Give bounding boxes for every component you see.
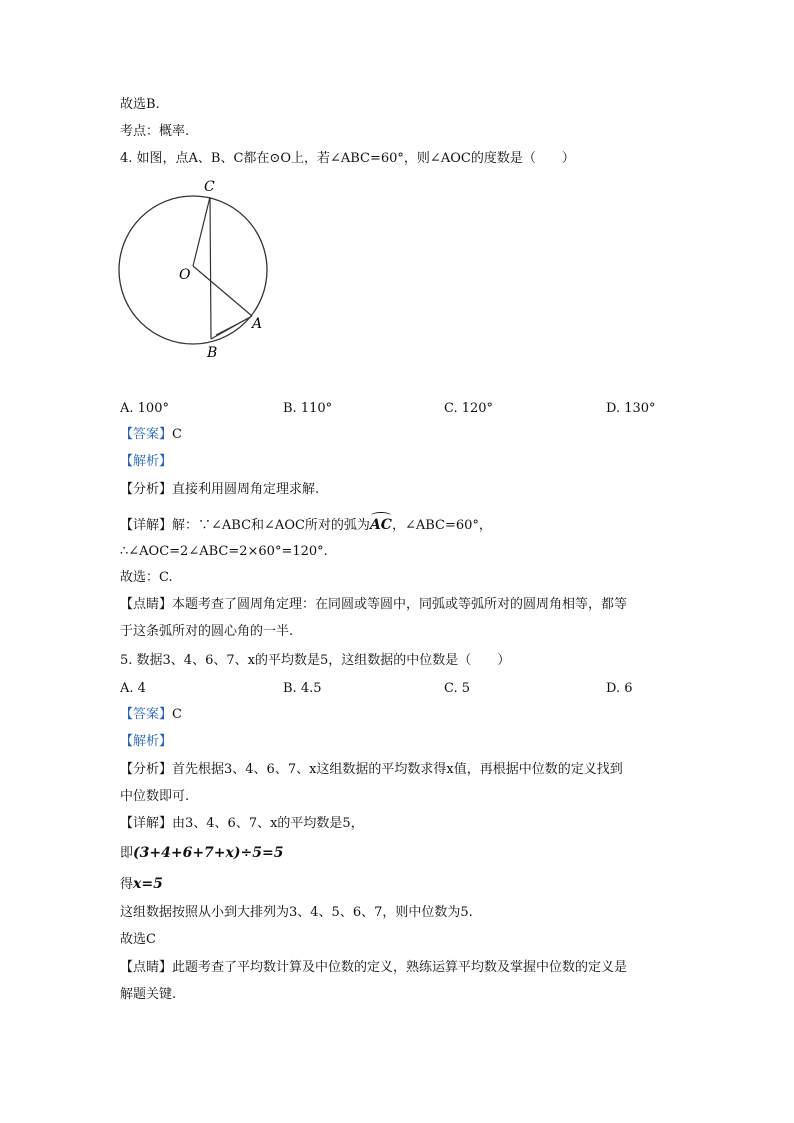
q4-dianjing-2: 于这条弧所对的圆心角的一半. xyxy=(120,624,294,639)
q5-equation-line xyxy=(120,843,283,864)
ji-prefix: 即 xyxy=(120,846,134,861)
q5-option-d: D. 6 xyxy=(606,681,633,696)
q5-option-c: C. 5 xyxy=(444,681,471,696)
answer-tag: 【答案】 xyxy=(120,427,173,442)
label-a: A xyxy=(252,316,263,332)
label-b: B xyxy=(207,345,218,361)
q5-paixu: 这组数据按照从小到大排列为3、4、5、6、7，则中位数为5. xyxy=(120,905,473,920)
q5-xuanze: 故选C xyxy=(120,932,156,947)
q5-option-a: A. 4 xyxy=(120,681,146,696)
xiangjie-text-b: ，∠ABC=60°， xyxy=(391,518,492,533)
xiangjie-text: 由3、4、6、7、x的平均数是5， xyxy=(172,816,364,831)
fenxi-tag: 【分析】 xyxy=(120,762,173,777)
q4-xuanze: 故选：C. xyxy=(120,570,173,585)
dianjing-tag: 【点睛】 xyxy=(120,597,173,612)
q5-dianjing-2: 解题关键. xyxy=(120,987,177,1002)
fenxi-text-1: 首先根据3、4、6、7、x这组数据的平均数求得x值，再根据中位数的定义找到 xyxy=(172,762,623,777)
circle-o xyxy=(119,196,267,344)
q4-xiangjie-2: ∴∠AOC=2∠ABC=2×60°=120°. xyxy=(120,544,328,559)
q4-answer xyxy=(120,425,182,445)
q4-option-a: A. 100° xyxy=(120,401,169,416)
q4-stem: 4. 如图，点A、B、C都在⊙O上，若∠ABC=60°，则∠AOC的度数是（ ） xyxy=(120,151,575,166)
q4-xiangjie-1 xyxy=(120,515,492,536)
q5-xiangjie-1 xyxy=(120,814,364,834)
q5-fenxi-1 xyxy=(120,760,623,780)
label-c: C xyxy=(204,179,215,195)
segment-oc xyxy=(193,197,210,266)
circle-figure xyxy=(115,175,275,369)
q5-option-b: B. 4.5 xyxy=(283,681,322,696)
equation: (3+4+6+7+x)÷5=5 xyxy=(133,845,284,861)
q4-dianjing-1 xyxy=(120,595,627,615)
q3-choice: 故选B. xyxy=(120,97,160,112)
segment-oa xyxy=(193,266,252,316)
q4-jiexi-tag: 【解析】 xyxy=(120,454,173,469)
xiangjie-text-a: 解：∵∠ABC和∠AOC所对的弧为 xyxy=(172,518,370,533)
fenxi-text: 直接利用圆周角定理求解. xyxy=(172,482,320,497)
dianjing-text-1: 此题考查了平均数计算及中位数的定义，熟练运算平均数及掌握中位数的定义是 xyxy=(172,960,628,975)
q5-result-line xyxy=(120,874,163,895)
q5-jiexi-tag: 【解析】 xyxy=(120,734,173,749)
xiangjie-tag: 【详解】 xyxy=(120,816,173,831)
q5-stem: 5. 数据3、4、6、7、x的平均数是5，这组数据的中位数是（ ） xyxy=(120,653,511,668)
dianjing-tag: 【点睛】 xyxy=(120,960,173,975)
q4-fenxi xyxy=(120,480,319,500)
segment-cb xyxy=(210,197,211,339)
arc-ac: AC xyxy=(369,517,392,533)
answer-tag: 【答案】 xyxy=(120,707,173,722)
q4-option-b: B. 110° xyxy=(283,401,333,416)
q3-kaodian: 考点：概率. xyxy=(120,124,190,139)
circle-diagram xyxy=(115,175,275,365)
de-prefix: 得 xyxy=(120,877,134,892)
q5-fenxi-2: 中位数即可. xyxy=(120,789,190,804)
label-o: O xyxy=(179,267,191,283)
q5-answer xyxy=(120,705,182,725)
q4-option-d: D. 130° xyxy=(606,401,656,416)
q4-option-c: C. 120° xyxy=(444,401,494,416)
xiangjie-tag: 【详解】 xyxy=(120,518,173,533)
answer-value: C xyxy=(172,427,182,442)
result: x=5 xyxy=(133,876,163,892)
q5-dianjing-1 xyxy=(120,958,627,978)
fenxi-tag: 【分析】 xyxy=(120,482,173,497)
answer-value: C xyxy=(172,707,182,722)
dianjing-text-1: 本题考查了圆周角定理：在同圆或等圆中，同弧或等弧所对的圆周角相等，都等 xyxy=(172,597,628,612)
